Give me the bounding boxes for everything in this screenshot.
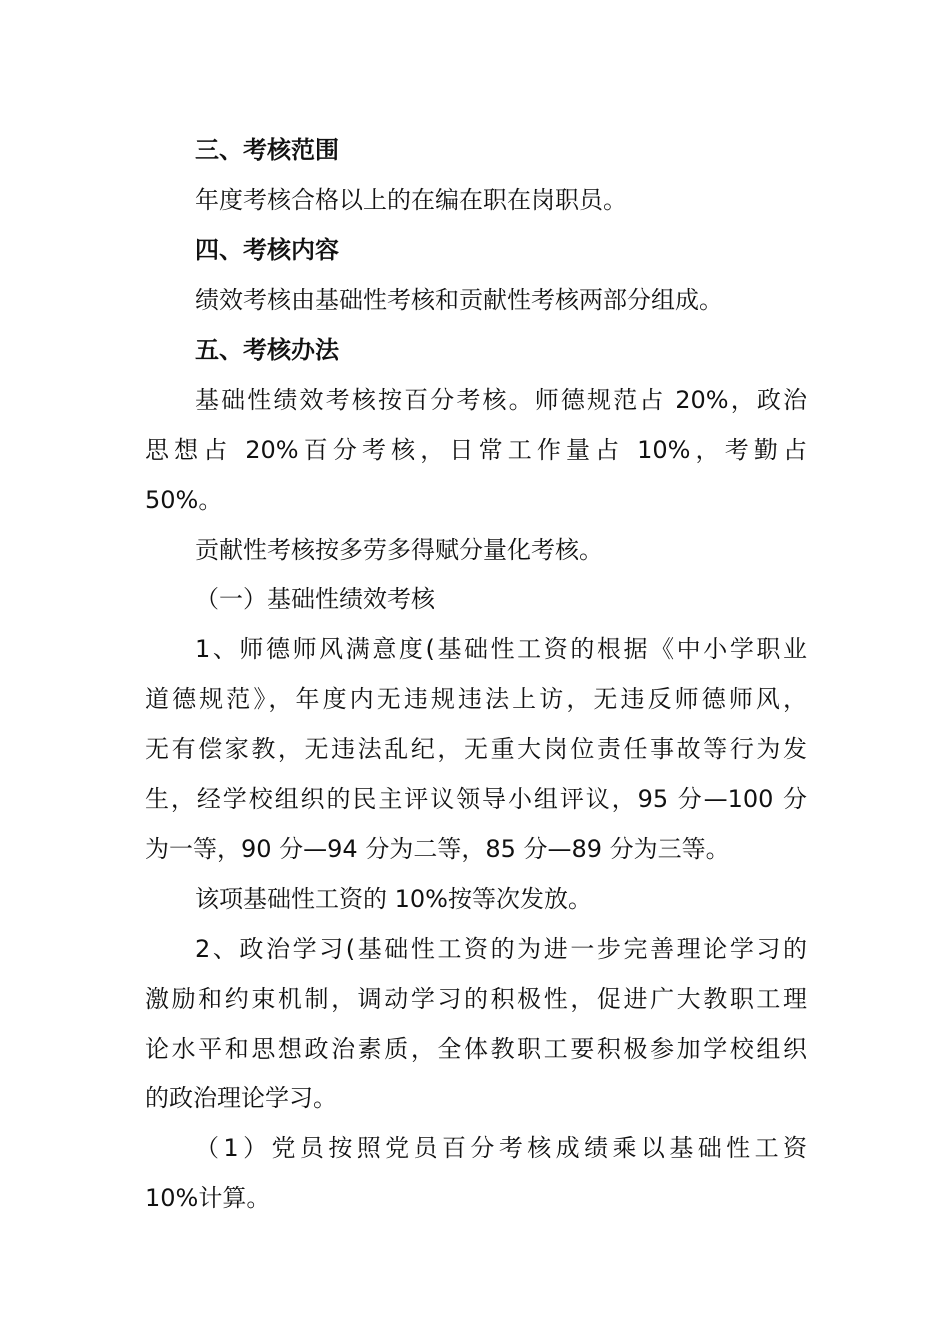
paragraph-line: 的政治理论学习。 xyxy=(145,1084,337,1112)
section-heading-scope: 三、考核范围 xyxy=(195,136,339,164)
paragraph-line: 50%。 xyxy=(145,486,223,514)
paragraph-line: 2、政治学习(基础性工资的为进一步完善理论学习的 xyxy=(195,935,807,963)
paragraph-line: 无有偿家教，无违法乱纪，无重大岗位责任事故等行为发 xyxy=(145,735,807,763)
paragraph-line: 1、师德师风满意度(基础性工资的根据《中小学职业 xyxy=(195,635,807,663)
paragraph-line: 思想占 20%百分考核，日常工作量占 10%，考勤占 xyxy=(145,436,807,464)
paragraph-line: 该项基础性工资的 10%按等次发放。 xyxy=(195,885,592,913)
paragraph-line: 激励和约束机制，调动学习的积极性，促进广大教职工理 xyxy=(145,985,807,1013)
section-heading-method: 五、考核办法 xyxy=(195,336,339,364)
subsection-heading: （一）基础性绩效考核 xyxy=(195,585,435,613)
paragraph-line: 年度考核合格以上的在编在职在岗职员。 xyxy=(195,186,627,214)
paragraph-line: 贡献性考核按多劳多得赋分量化考核。 xyxy=(195,536,603,564)
paragraph-line: （1）党员按照党员百分考核成绩乘以基础性工资 xyxy=(195,1134,807,1162)
paragraph-line: 基础性绩效考核按百分考核。师德规范占 20%，政治 xyxy=(195,386,807,414)
section-heading-content: 四、考核内容 xyxy=(195,236,339,264)
paragraph-line: 生，经学校组织的民主评议领导小组评议，95 分—100 分 xyxy=(145,785,807,813)
paragraph-line: 绩效考核由基础性考核和贡献性考核两部分组成。 xyxy=(195,286,723,314)
paragraph-line: 论水平和思想政治素质，全体教职工要积极参加学校组织 xyxy=(145,1035,807,1063)
paragraph-line: 10%计算。 xyxy=(145,1184,271,1212)
paragraph-line: 为一等，90 分—94 分为二等，85 分—89 分为三等。 xyxy=(145,835,730,863)
paragraph-line: 道德规范》，年度内无违规违法上访，无违反师德师风， xyxy=(145,685,807,713)
